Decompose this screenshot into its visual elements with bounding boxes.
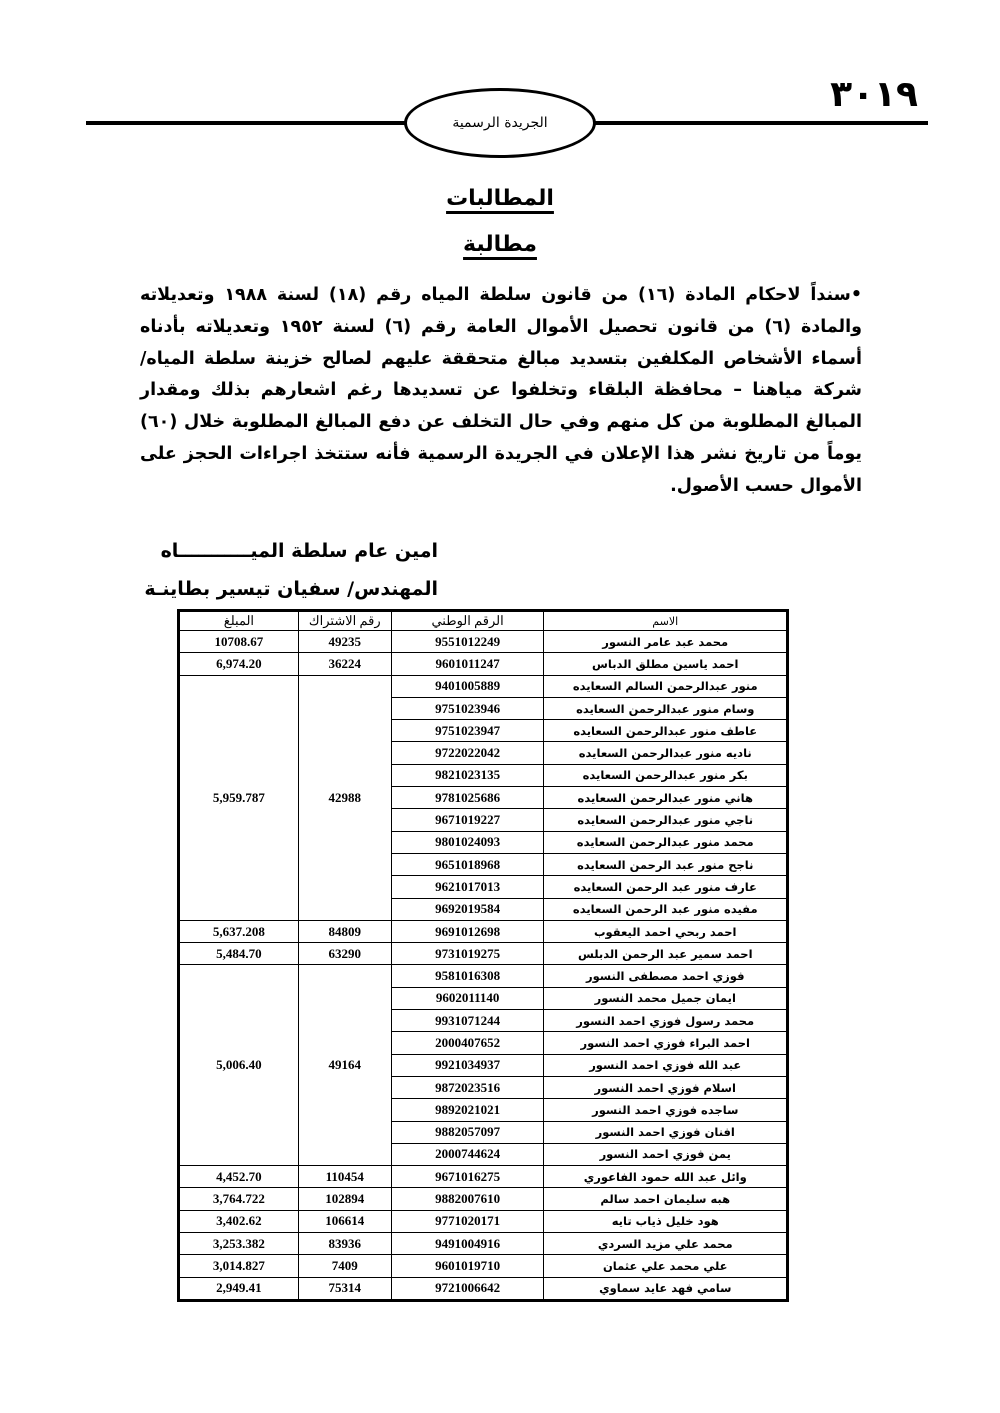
- cell-name: سامي فهد عايد سماوي: [544, 1277, 787, 1299]
- cell-name: احمد سمير عبد الرحمن الدبلس: [544, 943, 787, 965]
- cell-national-id: 9882057097: [391, 1121, 544, 1143]
- cell-name: محمد عبد عامر النسور: [544, 631, 787, 653]
- cell-amount: 5,484.70: [180, 943, 299, 965]
- cell-national-id: 9872023516: [391, 1076, 544, 1098]
- cell-name: اسلام فوزي احمد النسور: [544, 1076, 787, 1098]
- cell-national-id: 9651018968: [391, 853, 544, 875]
- cell-national-id: 9801024093: [391, 831, 544, 853]
- cell-name: هود خليل ذياب تايه: [544, 1210, 787, 1232]
- header-name: الاسم: [544, 612, 787, 631]
- table-row: [180, 943, 787, 965]
- page-number: ٣٠١٩: [830, 74, 918, 115]
- table-row: [180, 653, 787, 675]
- cell-subscription: 63290: [298, 943, 391, 965]
- cell-name: ناجي منور عبدالرحمن السعايده: [544, 809, 787, 831]
- cell-name: فوزي احمد مصطفى النسور: [544, 965, 787, 987]
- cell-name: علي محمد علي عثمان: [544, 1255, 787, 1277]
- cell-subscription: 42988: [298, 675, 391, 920]
- signatory-name: المهندس/ سفيان تيسير بطاينـة: [144, 578, 438, 600]
- cell-national-id: 9751023947: [391, 720, 544, 742]
- cell-national-id: 9621017013: [391, 876, 544, 898]
- cell-national-id: 9581016308: [391, 965, 544, 987]
- cell-subscription: 106614: [298, 1210, 391, 1232]
- cell-subscription: 110454: [298, 1166, 391, 1188]
- cell-name: يمن فوزي احمد النسور: [544, 1143, 787, 1165]
- table-header-row: [180, 612, 787, 631]
- cell-national-id: 9781025686: [391, 787, 544, 809]
- cell-subscription: 102894: [298, 1188, 391, 1210]
- table-row: [180, 920, 787, 942]
- cell-name: محمد علي مزيد السردي: [544, 1233, 787, 1255]
- cell-name: وسام منور عبدالرحمن السعايده: [544, 697, 787, 719]
- cell-national-id: 9602011140: [391, 987, 544, 1009]
- cell-name: احمد البراء فوزي احمد النسور: [544, 1032, 787, 1054]
- table-row: [180, 1233, 787, 1255]
- cell-name: افنان فوزي احمد النسور: [544, 1121, 787, 1143]
- cell-subscription: 83936: [298, 1233, 391, 1255]
- table-row: [180, 965, 787, 987]
- notice-body: •سنداً لاحكام المادة (١٦) من قانون سلطة المياه رقم (١٨) لسنة ١٩٨٨ وتعديلاته والمادة (٦) من قانون تحصيل الأموال العامة رقم (٦) لسنة ١٩٥٢ وتعديلاته بأدناه أسماء الأشخاص المكلفين بتسديد مبالغ متحققة عليهم لصالح خزينة سلطة المياه/ شركة مياهنا – محافظة البلقاء وتخلفوا عن تسديدها رغم اشعارهم بذلك ومقدار المبالغ المطلوبة من كل منهم وفي حال التخلف عن دفع المبالغ المطلوبة خلال (٦٠) يوماً من تاريخ نشر هذا الإعلان في الجريدة الرسمية فأنه ستتخذ اجراءات الحجز على الأموال حسب الأصول.: [140, 285, 863, 496]
- cell-national-id: 9671016275: [391, 1166, 544, 1188]
- section-title: المطالبات: [446, 186, 554, 211]
- cell-amount: 10708.67: [180, 631, 299, 653]
- cell-national-id: 2000744624: [391, 1143, 544, 1165]
- cell-national-id: 9401005889: [391, 675, 544, 697]
- cell-national-id: 9751023946: [391, 697, 544, 719]
- cell-name: مفيده منور عبد الرحمن السعايده: [544, 898, 787, 920]
- cell-name: بكر منور عبدالرحمن السعايده: [544, 764, 787, 786]
- cell-name: عارف منور عبد الرحمن السعايده: [544, 876, 787, 898]
- cell-national-id: 9601019710: [391, 1255, 544, 1277]
- cell-name: محمد رسول فوزي احمد النسور: [544, 1010, 787, 1032]
- cell-name: وائل عبد الله حمود الفاعوري: [544, 1166, 787, 1188]
- cell-name: احمد ياسين مطلق الدباس: [544, 653, 787, 675]
- signatory-title: امين عام سلطة الميـــــــــــاه: [160, 540, 438, 562]
- cell-national-id: 9671019227: [391, 809, 544, 831]
- cell-name: هبه سليمان احمد سالم: [544, 1188, 787, 1210]
- cell-amount: 2,949.41: [180, 1277, 299, 1299]
- gazette-name: الجريدة الرسمية: [452, 115, 548, 131]
- cell-subscription: 36224: [298, 653, 391, 675]
- cell-amount: 4,452.70: [180, 1166, 299, 1188]
- cell-national-id: 2000407652: [391, 1032, 544, 1054]
- gazette-header-oval: [404, 88, 596, 158]
- table-row: [180, 1166, 787, 1188]
- cell-national-id: 9882007610: [391, 1188, 544, 1210]
- cell-amount: 3,402.62: [180, 1210, 299, 1232]
- cell-national-id: 9892021021: [391, 1099, 544, 1121]
- table-row: [180, 1188, 787, 1210]
- cell-national-id: 9691012698: [391, 920, 544, 942]
- cell-name: احمد ربحي احمد اليعقوب: [544, 920, 787, 942]
- cell-subscription: 84809: [298, 920, 391, 942]
- header-amount: المبلغ: [180, 612, 299, 631]
- cell-name: ساجده فوزي احمد النسور: [544, 1099, 787, 1121]
- cell-national-id: 9551012249: [391, 631, 544, 653]
- notice-title: مطالبة: [463, 232, 537, 257]
- cell-national-id: 9692019584: [391, 898, 544, 920]
- cell-name: ناديه منور عبدالرحمن السعايده: [544, 742, 787, 764]
- header-subscription: رقم الاشتراك: [298, 612, 391, 631]
- cell-national-id: 9731019275: [391, 943, 544, 965]
- cell-name: ناجح منور عبد الرحمن السعايده: [544, 853, 787, 875]
- cell-name: عبد الله فوزي احمد النسور: [544, 1054, 787, 1076]
- cell-name: هاني منور عبدالرحمن السعايده: [544, 787, 787, 809]
- cell-national-id: 9821023135: [391, 764, 544, 786]
- cell-national-id: 9921034937: [391, 1054, 544, 1076]
- cell-name: منور عبدالرحمن السالم السعايده: [544, 675, 787, 697]
- header-national-id: الرقم الوطني: [391, 612, 544, 631]
- table-row: [180, 1277, 787, 1299]
- table-row: [180, 1255, 787, 1277]
- cell-name: عاطف منور عبدالرحمن السعايده: [544, 720, 787, 742]
- cell-national-id: 9771020171: [391, 1210, 544, 1232]
- table-row: [180, 631, 787, 653]
- cell-amount: 5,006.40: [180, 965, 299, 1166]
- cell-name: ايمان جميل محمد النسور: [544, 987, 787, 1009]
- cell-national-id: 9931071244: [391, 1010, 544, 1032]
- cell-subscription: 75314: [298, 1277, 391, 1299]
- cell-subscription: 49235: [298, 631, 391, 653]
- cell-amount: 3,764.722: [180, 1188, 299, 1210]
- cell-subscription: 49164: [298, 965, 391, 1166]
- cell-amount: 3,014.827: [180, 1255, 299, 1277]
- cell-amount: 5,959.787: [180, 675, 299, 920]
- cell-national-id: 9601011247: [391, 653, 544, 675]
- cell-subscription: 7409: [298, 1255, 391, 1277]
- table-body: [180, 631, 787, 1300]
- table-row: [180, 1210, 787, 1232]
- cell-national-id: 9721006642: [391, 1277, 544, 1299]
- cell-name: محمد منور عبدالرحمن السعايده: [544, 831, 787, 853]
- claims-table: [179, 611, 787, 1300]
- table-row: [180, 675, 787, 697]
- cell-amount: 3,253.382: [180, 1233, 299, 1255]
- cell-amount: 6,974.20: [180, 653, 299, 675]
- cell-amount: 5,637.208: [180, 920, 299, 942]
- cell-national-id: 9722022042: [391, 742, 544, 764]
- cell-national-id: 9491004916: [391, 1233, 544, 1255]
